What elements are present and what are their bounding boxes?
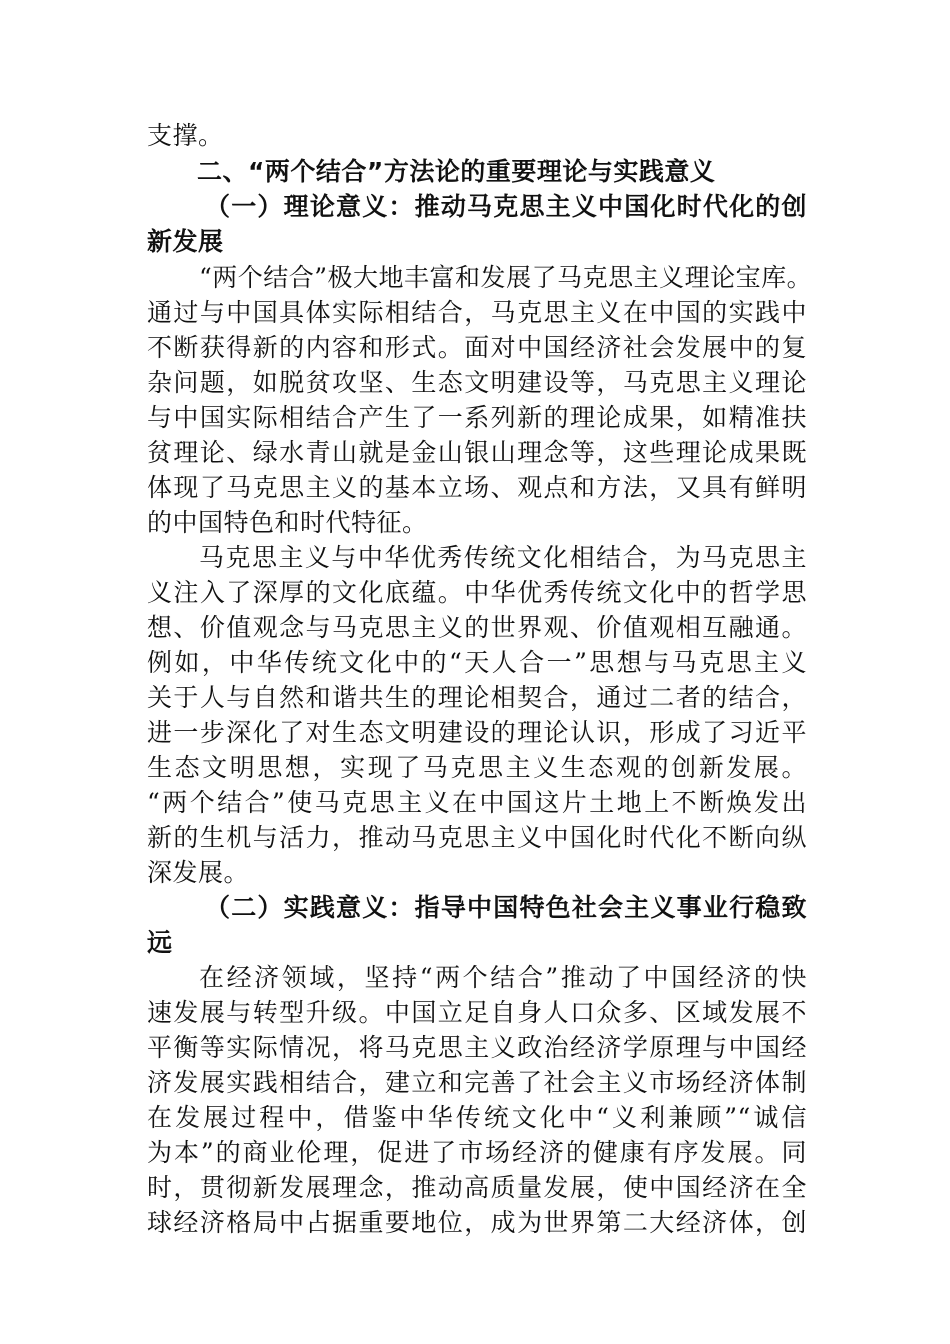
body-text-line: 平衡等实际情况，将马克思主义政治经济学原理与中国经 (147, 1033, 807, 1062)
body-text-line: 时，贯彻新发展理念，推动高质量发展，使中国经济在全 (147, 1173, 807, 1202)
body-text-line: 的中国特色和时代特征。 (147, 508, 428, 537)
body-text-line: 义注入了深厚的文化底蕴。中华优秀传统文化中的哲学思 (147, 578, 807, 607)
body-text-line: 体现了马克思主义的基本立场、观点和方法，又具有鲜明 (147, 473, 807, 502)
subsection-heading-continued: 新发展 (147, 227, 224, 256)
body-text-line: 济发展实践相结合，建立和完善了社会主义市场经济体制 (147, 1068, 807, 1097)
paragraph-first-line: 在经济领域，坚持“两个结合”推动了中国经济的快 (199, 963, 807, 992)
paragraph-first-line: 马克思主义与中华优秀传统文化相结合，为马克思主 (199, 543, 807, 572)
body-text-line: 新的生机与活力，推动马克思主义中国化时代化不断向纵 (147, 823, 807, 852)
body-text-line: 球经济格局中占据重要地位，成为世界第二大经济体，创 (147, 1208, 807, 1237)
body-text-line: 关于人与自然和谐共生的理论相契合，通过二者的结合， (147, 683, 807, 712)
body-text-line: 深发展。 (147, 858, 250, 887)
body-text-line: 不断获得新的内容和形式。面对中国经济社会发展中的复 (147, 333, 807, 362)
paragraph-first-line: “两个结合”极大地丰富和发展了马克思主义理论宝库。 (199, 263, 813, 292)
body-text-line: 杂问题，如脱贫攻坚、生态文明建设等，马克思主义理论 (147, 368, 807, 397)
body-text-line: 速发展与转型升级。中国立足自身人口众多、区域发展不 (147, 998, 807, 1027)
body-text-line: 支撑。 (147, 121, 224, 150)
body-text-line: 通过与中国具体实际相结合，马克思主义在中国的实践中 (147, 298, 807, 327)
section-heading: 二、“两个结合”方法论的重要理论与实践意义 (197, 157, 716, 186)
subsection-heading: （二）实践意义：指导中国特色社会主义事业行稳致 (205, 893, 807, 922)
body-text-line: 例如，中华传统文化中的“天人合一”思想与马克思主义 (147, 648, 807, 677)
body-text-line: 想、价值观念与马克思主义的世界观、价值观相互融通。 (147, 613, 807, 642)
body-text-line: 贫理论、绿水青山就是金山银山理念等，这些理论成果既 (147, 438, 807, 467)
subsection-heading: （一）理论意义：推动马克思主义中国化时代化的创 (205, 192, 807, 221)
body-text-line: 为本”的商业伦理，促进了市场经济的健康有序发展。同 (147, 1138, 807, 1167)
body-text-line: 与中国实际相结合产生了一系列新的理论成果，如精准扶 (147, 403, 807, 432)
body-text-line: 进一步深化了对生态文明建设的理论认识，形成了习近平 (147, 718, 807, 747)
body-text-line: “两个结合”使马克思主义在中国这片土地上不断焕发出 (147, 788, 807, 817)
subsection-heading-continued: 远 (147, 928, 173, 957)
body-text-line: 在发展过程中，借鉴中华传统文化中“义利兼顾”“诚信 (147, 1103, 807, 1132)
body-text-line: 生态文明思想，实现了马克思主义生态观的创新发展。 (147, 753, 807, 782)
